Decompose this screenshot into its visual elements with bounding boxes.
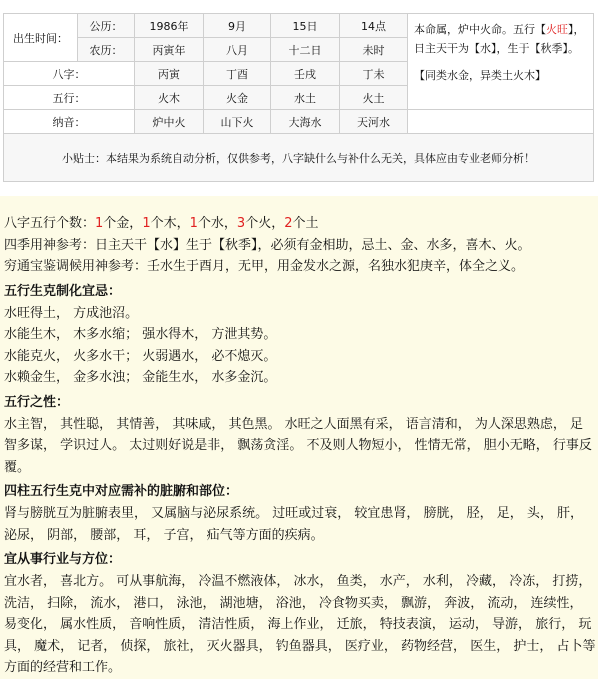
count-wood-label: 个木， — [150, 216, 190, 231]
wuxing-hour: 火土 — [340, 86, 408, 110]
xing-paragraph: 水主智， 其性聪， 其情善， 其味咸， 其色黑。 水旺之人面黑有采， 语言清和， 为人深思熟虑， 足智多谋， 学识过人。 太过则好说是非， 飘荡贪淫。 不及则人物短小， 性情无常， 胆小无略， 行事反覆。 — [4, 416, 592, 475]
nongli-day: 十二日 — [271, 38, 340, 62]
qiongtong-reference: 穷通宝鉴调候用神参考：壬水生于酉月，无甲，用金发水之源，名独水犯庚辛，体全之义。 — [4, 259, 525, 274]
bazi-card — [0, 0, 598, 196]
gongli-day: 15日 — [271, 14, 340, 38]
element-count-prefix: 八字五行个数： — [4, 216, 96, 231]
gongli-hour: 14点 — [340, 14, 408, 38]
yiji-line: 水能克火， 火多水干； 火弱遇水， 必不熄灭。 — [4, 348, 277, 364]
nayin-month: 山下火 — [204, 110, 271, 134]
count-earth: 2 — [284, 216, 293, 231]
nayin-label: 纳音： — [4, 110, 135, 134]
heading-yiji: 五行生克制化宜忌： — [4, 283, 122, 299]
empty-cell — [408, 110, 594, 134]
count-metal-label: 个金， — [103, 216, 143, 231]
wuxing-label: 五行： — [4, 86, 135, 110]
season-reference: 四季用神参考：日主天干【水】生于【秋季】，必须有金相助，忌土、金、水多，喜木、火。 — [4, 237, 531, 253]
bazi-month: 丁酉 — [204, 62, 271, 86]
zangfu-paragraph: 肾与膀胱互为脏腑表里， 又属脑与泌尿系统。 过旺或过衰， 较宜患肾， 膀胱， 胫， 足， 头， 肝， 泌尿， 阴部， 腰部， 耳， 子宫， 疝气等方面的疾病。 — [4, 506, 584, 543]
bazi-day: 壬戌 — [271, 62, 340, 86]
gongli-month: 9月 — [204, 14, 271, 38]
tip-notice: 小贴士：本结果为系统自动分析，仅供参考，八字缺什么与补什么无关，具体应由专业老师分析！ — [4, 134, 594, 182]
nongli-label: 农历： — [78, 38, 135, 62]
wuxing-month: 火金 — [204, 86, 271, 110]
nayin-day: 大海水 — [271, 110, 340, 134]
count-fire: 3 — [236, 216, 246, 231]
count-water: 1 — [189, 216, 198, 231]
count-water-label: 个水， — [197, 216, 237, 231]
wuxing-day: 水土 — [271, 86, 340, 110]
bazi-year: 丙寅 — [135, 62, 204, 86]
nayin-hour: 天河水 — [340, 110, 408, 134]
fate-summary-text-2: 】，日主天干为【水】，生于【秋季】。 — [414, 23, 585, 55]
yiji-line: 水旺得土， 方成池沼。 — [4, 305, 139, 321]
gongli-label: 公历： — [78, 14, 135, 38]
birth-time-label: 出生时间： — [4, 14, 78, 62]
nongli-year: 丙寅年 — [135, 38, 204, 62]
nayin-year: 炉中火 — [135, 110, 204, 134]
count-earth-label: 个土 — [292, 216, 319, 231]
bazi-label: 八字： — [4, 62, 135, 86]
same-different-elements: 【同类水金，异类土火木】 — [414, 69, 546, 82]
bazi-hour: 丁未 — [340, 62, 408, 86]
analysis-section — [4, 213, 596, 679]
count-fire-label: 个火， — [245, 216, 285, 231]
nongli-month: 八月 — [204, 38, 271, 62]
count-metal: 1 — [95, 216, 104, 231]
fate-summary-text: 本命属，炉中火命。五行【 — [414, 23, 546, 36]
yiji-line: 水能生木， 木多水缩； 强水得木， 方泄其势。 — [4, 327, 277, 342]
element-count-line — [4, 213, 596, 235]
bazi-table — [3, 13, 594, 182]
hangye-paragraph: 宜水者， 喜北方。 可从事航海， 冷温不燃液体， 冰水， 鱼类， 水产， 水利， 冷藏， 冷冻， 打捞， 洗洁， 扫除， 流水， 港口， 泳池， 湖池塘， 浴池， 冷食物买卖， 飘游， 奔波， 流动， 连续性， 易变化， 属水性质， 音响性质， 清洁性质， 海上作业， 迁旅， 特技表演， 运动， 导游， 旅行， 玩具， 魔术， 记者， 侦探， 旅社， 灭火器具， 钓鱼器具， 医疗业， 药物经营， 医生， 护士， 占卜等方面的经营和工作。 — [4, 574, 596, 675]
heading-hangye: 宜从事行业与方位： — [4, 552, 122, 567]
heading-xing: 五行之性： — [4, 394, 70, 410]
wuxing-year: 火木 — [135, 86, 204, 110]
yiji-line: 水赖金生， 金多水浊； 金能生水， 水多金沉。 — [4, 370, 277, 385]
fate-summary — [408, 14, 594, 110]
gongli-year: 1986年 — [135, 14, 204, 38]
fate-element-highlight: 火旺 — [546, 23, 568, 36]
heading-zangfu: 四柱五行生克中对应需补的脏腑和部位： — [4, 484, 239, 499]
nongli-hour: 未时 — [340, 38, 408, 62]
count-wood: 1 — [142, 216, 151, 231]
